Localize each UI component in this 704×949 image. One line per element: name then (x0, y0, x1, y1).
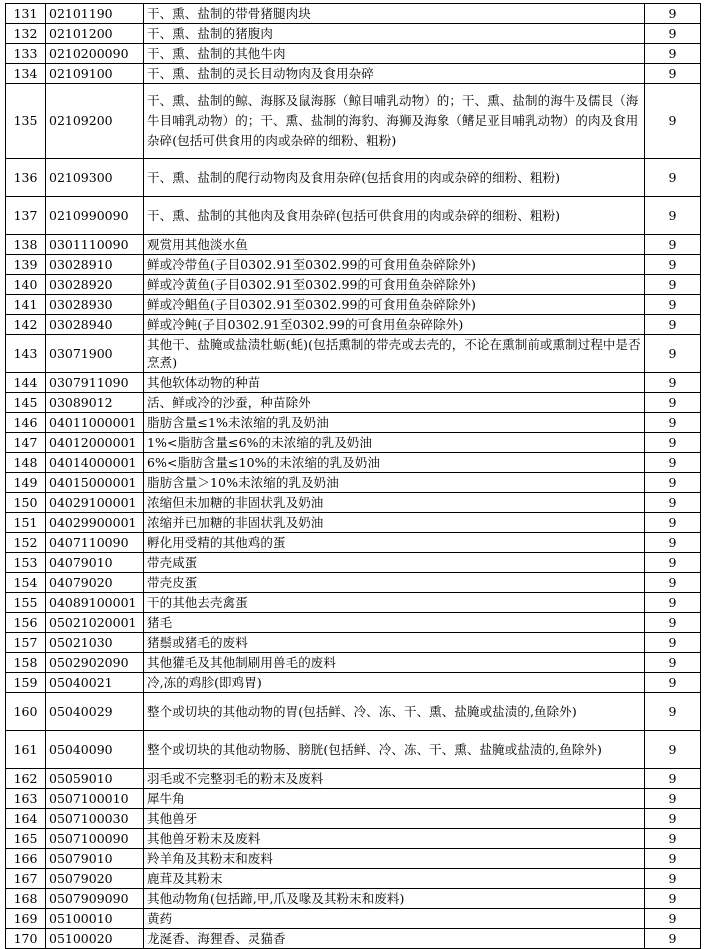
commodity-description: 整个或切块的其他动物的胃(包括鲜、冷、冻、干、熏、盐腌或盐渍的,鱼除外) (144, 693, 645, 731)
table-row (6, 673, 701, 693)
commodity-description: 干、熏、盐制的带骨猪腿肉块 (144, 4, 645, 24)
commodity-code: 0407110090 (46, 533, 144, 553)
rate-value: 9 (645, 673, 701, 693)
commodity-code: 03028910 (46, 255, 144, 275)
table-row (6, 653, 701, 673)
commodity-description: 干的其他去壳禽蛋 (144, 593, 645, 613)
table-row (6, 633, 701, 653)
commodity-code: 05100010 (46, 909, 144, 929)
row-number: 163 (6, 789, 46, 809)
commodity-description: 1%<脂肪含量≤6%的未浓缩的乳及奶油 (144, 433, 645, 453)
table-row (6, 255, 701, 275)
rate-value: 9 (645, 573, 701, 593)
rate-value: 9 (645, 413, 701, 433)
table-row (6, 275, 701, 295)
row-number: 165 (6, 829, 46, 849)
table-row (6, 693, 701, 731)
rate-value: 9 (645, 693, 701, 731)
commodity-code: 04011000001 (46, 413, 144, 433)
commodity-code: 04029100001 (46, 493, 144, 513)
rate-value: 9 (645, 44, 701, 64)
table-row (6, 44, 701, 64)
row-number: 140 (6, 275, 46, 295)
rate-value: 9 (645, 513, 701, 533)
rate-value: 9 (645, 235, 701, 255)
commodity-description: 鲜或冷黄鱼(子目0302.91至0302.99的可食用鱼杂碎除外) (144, 275, 645, 295)
rate-value: 9 (645, 433, 701, 453)
rate-value: 9 (645, 4, 701, 24)
commodity-description: 其他软体动物的种苗 (144, 373, 645, 393)
rate-value: 9 (645, 453, 701, 473)
row-number: 136 (6, 159, 46, 197)
tariff-table (5, 3, 701, 949)
commodity-description: 猪鬃或猪毛的废料 (144, 633, 645, 653)
rate-value: 9 (645, 275, 701, 295)
commodity-code: 05059010 (46, 769, 144, 789)
commodity-description: 带壳皮蛋 (144, 573, 645, 593)
table-row (6, 849, 701, 869)
row-number: 152 (6, 533, 46, 553)
rate-value: 9 (645, 197, 701, 235)
row-number: 170 (6, 929, 46, 949)
row-number: 167 (6, 869, 46, 889)
table-row (6, 573, 701, 593)
commodity-code: 0502902090 (46, 653, 144, 673)
row-number: 161 (6, 731, 46, 769)
commodity-description: 鲜或冷带鱼(子目0302.91至0302.99的可食用鱼杂碎除外) (144, 255, 645, 275)
row-number: 146 (6, 413, 46, 433)
commodity-description: 其他干、盐腌或盐渍牡蛎(蚝)(包括熏制的带壳或去壳的，不论在熏制前或熏制过程中是否烹煮) (144, 335, 645, 373)
commodity-description: 干、熏、盐制的猪腹肉 (144, 24, 645, 44)
rate-value: 9 (645, 929, 701, 949)
commodity-description: 其他兽牙粉末及废料 (144, 829, 645, 849)
rate-value: 9 (645, 789, 701, 809)
table-row (6, 373, 701, 393)
rate-value: 9 (645, 255, 701, 275)
row-number: 132 (6, 24, 46, 44)
rate-value: 9 (645, 473, 701, 493)
table-row (6, 731, 701, 769)
table-row (6, 909, 701, 929)
table-row (6, 889, 701, 909)
commodity-code: 05040090 (46, 731, 144, 769)
commodity-code: 04079020 (46, 573, 144, 593)
row-number: 155 (6, 593, 46, 613)
commodity-description: 龙涎香、海狸香、灵猫香 (144, 929, 645, 949)
rate-value: 9 (645, 553, 701, 573)
commodity-code: 04014000001 (46, 453, 144, 473)
commodity-code: 04089100001 (46, 593, 144, 613)
rate-value: 9 (645, 335, 701, 373)
table-row (6, 64, 701, 84)
row-number: 169 (6, 909, 46, 929)
commodity-code: 03028940 (46, 315, 144, 335)
row-number: 162 (6, 769, 46, 789)
row-number: 151 (6, 513, 46, 533)
table-row (6, 393, 701, 413)
row-number: 137 (6, 197, 46, 235)
commodity-code: 0507100090 (46, 829, 144, 849)
table-row (6, 789, 701, 809)
commodity-code: 02101200 (46, 24, 144, 44)
row-number: 166 (6, 849, 46, 869)
commodity-description: 干、熏、盐制的鲸、海豚及鼠海豚（鲸目哺乳动物）的；干、熏、盐制的海牛及儒艮（海牛目哺乳动物）的；干、熏、盐制的海豹、海狮及海象（鳍足亚目哺乳动物）的肉及食用杂碎(包括可供食用的肉或杂碎的细粉、粗粉) (144, 84, 645, 159)
table-row (6, 809, 701, 829)
table-row (6, 869, 701, 889)
commodity-code: 05100020 (46, 929, 144, 949)
table-row (6, 493, 701, 513)
commodity-description: 整个或切块的其他动物肠、膀胱(包括鲜、冷、冻、干、熏、盐腌或盐渍的,鱼除外) (144, 731, 645, 769)
commodity-code: 0301110090 (46, 235, 144, 255)
rate-value: 9 (645, 731, 701, 769)
row-number: 168 (6, 889, 46, 909)
row-number: 143 (6, 335, 46, 373)
table-row (6, 613, 701, 633)
rate-value: 9 (645, 24, 701, 44)
row-number: 160 (6, 693, 46, 731)
commodity-description: 冷,冻的鸡胗(即鸡胃) (144, 673, 645, 693)
row-number: 158 (6, 653, 46, 673)
commodity-description: 羽毛或不完整羽毛的粉末及废料 (144, 769, 645, 789)
table-row (6, 553, 701, 573)
commodity-description: 其他兽牙 (144, 809, 645, 829)
commodity-description: 孵化用受精的其他鸡的蛋 (144, 533, 645, 553)
row-number: 164 (6, 809, 46, 829)
table-row (6, 929, 701, 949)
rate-value: 9 (645, 909, 701, 929)
row-number: 159 (6, 673, 46, 693)
commodity-description: 鹿茸及其粉末 (144, 869, 645, 889)
rate-value: 9 (645, 84, 701, 159)
commodity-description: 干、熏、盐制的灵长目动物肉及食用杂碎 (144, 64, 645, 84)
table-row (6, 513, 701, 533)
rate-value: 9 (645, 613, 701, 633)
row-number: 149 (6, 473, 46, 493)
rate-value: 9 (645, 653, 701, 673)
commodity-code: 02109200 (46, 84, 144, 159)
table-row (6, 24, 701, 44)
row-number: 134 (6, 64, 46, 84)
rate-value: 9 (645, 295, 701, 315)
rate-value: 9 (645, 849, 701, 869)
commodity-code: 04015000001 (46, 473, 144, 493)
rate-value: 9 (645, 633, 701, 653)
commodity-code: 0307911090 (46, 373, 144, 393)
commodity-description: 干、熏、盐制的爬行动物肉及食用杂碎(包括食用的肉或杂碎的细粉、粗粉) (144, 159, 645, 197)
commodity-description: 鲜或冷鲳鱼(子目0302.91至0302.99的可食用鱼杂碎除外) (144, 295, 645, 315)
commodity-code: 05079010 (46, 849, 144, 869)
row-number: 133 (6, 44, 46, 64)
commodity-code: 03089012 (46, 393, 144, 413)
table-row (6, 4, 701, 24)
commodity-description: 浓缩但未加糖的非固状乳及奶油 (144, 493, 645, 513)
rate-value: 9 (645, 769, 701, 789)
table-row (6, 533, 701, 553)
table-row (6, 453, 701, 473)
commodity-description: 干、熏、盐制的其他牛肉 (144, 44, 645, 64)
table-row (6, 593, 701, 613)
rate-value: 9 (645, 533, 701, 553)
commodity-description: 浓缩并已加糖的非固状乳及奶油 (144, 513, 645, 533)
commodity-description: 带壳咸蛋 (144, 553, 645, 573)
table-row (6, 197, 701, 235)
commodity-code: 03028930 (46, 295, 144, 315)
tariff-table-body (6, 4, 701, 949)
table-row (6, 433, 701, 453)
commodity-code: 02109100 (46, 64, 144, 84)
commodity-description: 活、鲜或冷的沙蚕，种苗除外 (144, 393, 645, 413)
commodity-description: 脂肪含量＞10%未浓缩的乳及奶油 (144, 473, 645, 493)
commodity-description: 干、熏、盐制的其他肉及食用杂碎(包括可供食用的肉或杂碎的细粉、粗粉) (144, 197, 645, 235)
commodity-description: 其他獾毛及其他制刷用兽毛的废料 (144, 653, 645, 673)
commodity-code: 05040021 (46, 673, 144, 693)
rate-value: 9 (645, 593, 701, 613)
rate-value: 9 (645, 889, 701, 909)
rate-value: 9 (645, 373, 701, 393)
rate-value: 9 (645, 64, 701, 84)
table-row (6, 315, 701, 335)
row-number: 142 (6, 315, 46, 335)
row-number: 145 (6, 393, 46, 413)
table-row (6, 235, 701, 255)
rate-value: 9 (645, 315, 701, 335)
commodity-code: 02109300 (46, 159, 144, 197)
commodity-code: 03028920 (46, 275, 144, 295)
commodity-description: 鲜或冷鲀(子目0302.91至0302.99的可食用鱼杂碎除外) (144, 315, 645, 335)
table-row (6, 84, 701, 159)
row-number: 144 (6, 373, 46, 393)
commodity-description: 脂肪含量≤1%未浓缩的乳及奶油 (144, 413, 645, 433)
row-number: 153 (6, 553, 46, 573)
rate-value: 9 (645, 159, 701, 197)
commodity-code: 0210990090 (46, 197, 144, 235)
commodity-description: 观赏用其他淡水鱼 (144, 235, 645, 255)
row-number: 135 (6, 84, 46, 159)
table-row (6, 769, 701, 789)
commodity-code: 05021020001 (46, 613, 144, 633)
row-number: 139 (6, 255, 46, 275)
row-number: 148 (6, 453, 46, 473)
row-number: 157 (6, 633, 46, 653)
rate-value: 9 (645, 393, 701, 413)
table-row (6, 159, 701, 197)
rate-value: 9 (645, 493, 701, 513)
commodity-code: 0507100030 (46, 809, 144, 829)
commodity-code: 05040029 (46, 693, 144, 731)
commodity-code: 0507100010 (46, 789, 144, 809)
commodity-code: 05079020 (46, 869, 144, 889)
commodity-code: 0210200090 (46, 44, 144, 64)
commodity-description: 猪毛 (144, 613, 645, 633)
commodity-code: 04029900001 (46, 513, 144, 533)
commodity-description: 犀牛角 (144, 789, 645, 809)
rate-value: 9 (645, 809, 701, 829)
row-number: 150 (6, 493, 46, 513)
commodity-code: 03071900 (46, 335, 144, 373)
table-row (6, 413, 701, 433)
table-row (6, 335, 701, 373)
rate-value: 9 (645, 869, 701, 889)
table-row (6, 473, 701, 493)
row-number: 154 (6, 573, 46, 593)
row-number: 156 (6, 613, 46, 633)
rate-value: 9 (645, 829, 701, 849)
table-row (6, 829, 701, 849)
commodity-description: 羚羊角及其粉末和废料 (144, 849, 645, 869)
commodity-code: 02101190 (46, 4, 144, 24)
table-row (6, 295, 701, 315)
row-number: 138 (6, 235, 46, 255)
commodity-description: 其他动物角(包括蹄,甲,爪及喙及其粉末和废料) (144, 889, 645, 909)
row-number: 147 (6, 433, 46, 453)
commodity-code: 04079010 (46, 553, 144, 573)
row-number: 141 (6, 295, 46, 315)
commodity-code: 0507909090 (46, 889, 144, 909)
commodity-code: 05021030 (46, 633, 144, 653)
commodity-description: 6%<脂肪含量≤10%的未浓缩的乳及奶油 (144, 453, 645, 473)
commodity-code: 04012000001 (46, 433, 144, 453)
row-number: 131 (6, 4, 46, 24)
commodity-description: 黄药 (144, 909, 645, 929)
